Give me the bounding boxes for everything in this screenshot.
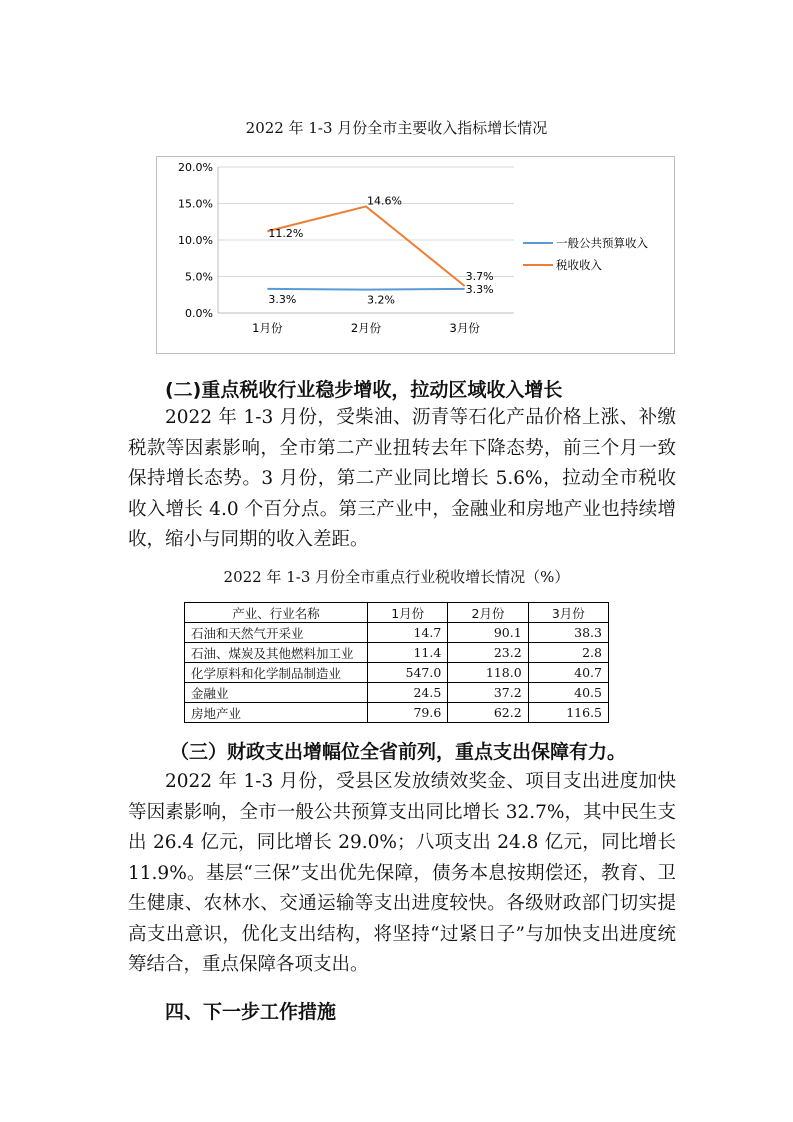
table-cell: 14.7 (368, 623, 448, 643)
table-header-cell: 1月份 (368, 603, 448, 623)
series-line-2 (267, 206, 464, 286)
x-tick-label: 3月份 (449, 321, 480, 335)
data-label: 3.2% (367, 293, 395, 307)
section-heading-next-steps: 四、下一步工作措施 (165, 1001, 337, 1023)
table-cell: 40.5 (528, 683, 608, 703)
paragraph-expenditure: 2022 年 1-3 月份，受县区发放绩效奖金、项目支出进度加快等因素影响，全市一般公共预算支出同比增长 32.7%，其中民生支出 26.4 亿元，同比增长 29.0%；八项支出 24.8 亿元，同比增长 11.9%。基层“三保”支出优先保障，债务本息按期偿还，教育、卫生健康、农林水、交通运输等支出进度较快。各级财政部门切实提高支出意识，优化支出结构，将坚持“过紧日子”与加快支出进度统筹结合，重点保障各项支出。 (128, 771, 676, 975)
table-row (185, 623, 609, 643)
y-tick-label: 10.0% (178, 234, 213, 247)
table-cell: 石油、煤炭及其他燃料加工业 (185, 643, 368, 663)
data-label: 3.3% (465, 282, 494, 296)
table-caption: 2022 年 1-3 月份全市重点行业税收增长情况（%） (223, 568, 570, 586)
table-row (185, 683, 609, 703)
line-chart (156, 156, 675, 354)
table-cell: 37.2 (448, 683, 528, 703)
y-tick-label: 15.0% (178, 197, 213, 211)
table-row (185, 703, 609, 723)
table-cell: 石油和天然气开采业 (185, 623, 368, 643)
series-line-1 (267, 289, 464, 290)
section-heading-expenditure: （三）财政支出增幅位全省前列，重点支出保障有力。 (170, 741, 627, 763)
data-label: 11.2% (268, 227, 304, 241)
y-tick-label: 0.0% (185, 307, 213, 320)
table-row (185, 643, 609, 663)
section-heading-tax-industries: (二)重点税收行业稳步增收，拉动区域收入增长 (165, 379, 563, 401)
table-cell: 547.0 (368, 663, 448, 683)
chart-svg (157, 157, 674, 353)
table-cell: 79.6 (368, 703, 448, 723)
table-header-cell: 3月份 (528, 603, 608, 623)
table-header-cell: 产业、行业名称 (185, 603, 368, 623)
table-cell: 38.3 (528, 623, 608, 643)
table-row (185, 663, 609, 683)
data-label: 14.6% (367, 194, 402, 208)
table-cell: 62.2 (448, 703, 528, 723)
table-header-cell: 2月份 (448, 603, 528, 623)
table-cell: 2.8 (528, 643, 608, 663)
table-cell: 40.7 (528, 663, 608, 683)
table-cell: 24.5 (368, 683, 448, 703)
table-cell: 11.4 (368, 643, 448, 663)
table-header-row (185, 603, 609, 623)
data-label: 3.7% (465, 269, 494, 283)
table-cell: 116.5 (528, 703, 608, 723)
table-cell: 118.0 (448, 663, 528, 683)
table-cell: 化学原料和化学制品制造业 (185, 663, 368, 683)
legend-label: 税收收入 (556, 258, 602, 272)
table-cell: 90.1 (448, 623, 528, 643)
x-tick-label: 1月份 (252, 321, 283, 335)
tax-growth-table (184, 602, 609, 723)
chart-caption: 2022 年 1-3 月份全市主要收入指标增长情况 (245, 119, 548, 137)
y-tick-label: 5.0% (185, 270, 213, 284)
table-cell: 金融业 (185, 683, 368, 703)
table-cell: 房地产业 (185, 703, 368, 723)
legend-label: 一般公共预算收入 (556, 236, 648, 250)
x-tick-label: 2月份 (350, 321, 382, 335)
data-label: 3.3% (268, 292, 297, 306)
paragraph-tax-industries: 2022 年 1-3 月份，受柴油、沥青等石化产品价格上涨、补缴税款等因素影响，全市第二产业扭转去年下降态势，前三个月一致保持增长态势。3 月份，第二产业同比增长 5.6%，拉动全市税收收入增长 4.0 个百分点。第三产业中，金融业和房地产业也持续增收，缩小与同期的收入差距。 (128, 407, 676, 550)
y-tick-label: 20.0% (178, 161, 213, 174)
table-cell: 23.2 (448, 643, 528, 663)
